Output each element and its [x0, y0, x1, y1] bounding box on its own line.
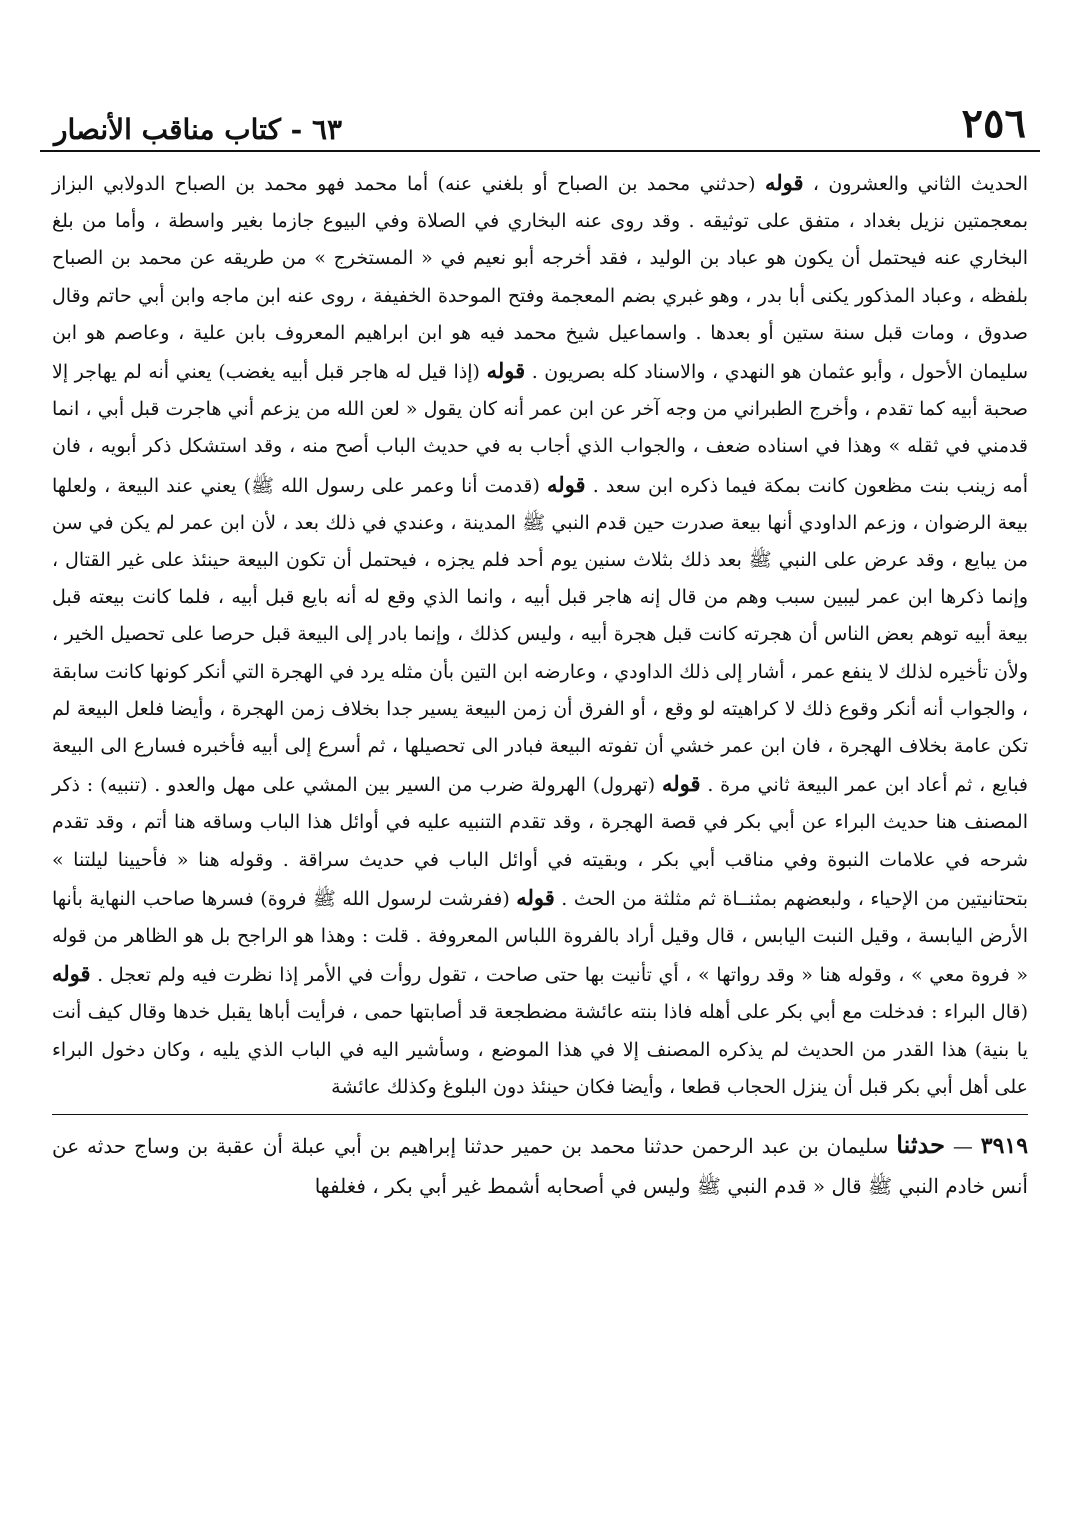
qawluhu-keyword: قوله	[764, 170, 804, 195]
page-header	[40, 80, 1040, 152]
commentary-paragraph	[52, 164, 1028, 1106]
commentary-text: (قال البراء : فدخلت مع أبي بكر على أهله فاذا بنته عائشة مضطجعة قد أصابتها حمى ، فرأيت أباها يقبل خدها وقال كيف أنت يا بنية) هذا القدر من الحديث لم يذكره المصنف إلا في هذا الموضع ، وسأشير اليه في الباب الذي يليه ، وكان دخول البراء على أهل أبي بكر قبل أن ينزل الحجاب قطعا ، وأيضا فكان حينئذ دون البلوغ وكذلك عائشة	[52, 1001, 1028, 1098]
qawluhu-keyword: قوله	[516, 884, 555, 910]
qawluhu-keyword: قوله	[486, 358, 526, 384]
hadith-number: ٣٩١٩	[980, 1133, 1029, 1160]
commentary-text: الحديث الثاني والعشرون ،	[812, 173, 1028, 195]
commentary-text: (تهرول) الهرولة ضرب من السير بين المشي على مهل والعدو . (تنبيه) : ذكر المصنف هنا حديث البراء عن أبي بكر في قصة الهجرة ، وقد تقدم التنبيه عليه في أوائل هذا الباب وساقه هنا أتم ، وقد تقدم شرحه في علامات النبوة وفي مناقب أبي بكر ، وبقيته في أوائل الباب في حديث سراقة . وقوله هنا « فأحيينا ليلتنا » بتحتانيتين من الإحياء ، ولبعضهم بمثنــاة ثم مثلثة من الحث .	[52, 774, 1028, 910]
hadith-heading: حدثنا	[896, 1130, 945, 1160]
dash: —	[952, 1134, 973, 1159]
hadith-text: سليمان بن عبد الرحمن حدثنا محمد بن حمير حدثنا إبراهيم بن أبي عبلة أن عقبة بن وساج حدثه عن أنس خادم النبي ﷺ قال « قدم النبي ﷺ وليس في أصحابه أشمط غير أبي بكر ، فغلفها	[52, 1134, 1028, 1199]
commentary-text: (قدمت أنا وعمر على رسول الله ﷺ) يعني عند البيعة ، ولعلها بيعة الرضوان ، وزعم الداودي أنها بيعة صدرت حين قدم النبي ﷺ المدينة ، وعندي في ذلك بعد ، لأن ابن عمر لم يكن في سن من يبايع ، وقد عرض على النبي ﷺ بعد ذلك بثلاث سنين يوم أحد فلم يجزه ، فيحتمل أن تكون البيعة حينئذ على غير القتال ، وإنما ذكرها ابن عمر ليبين سبب وهم من قال إنه هاجر قبل أبيه ، وانما الذي وقع له أنه بايع قبل أبيه ، فلما كانت بيعته قبل بيعة أبيه توهم بعض الناس أن هجرته كانت قبل هجرة أبيه ، وليس كذلك ، وإنما بادر إلى البيعة قبل حرصا على تحصيل الخير ، ولأن تأخيره لذلك لا ينفع عمر ، أشار إلى ذلك الداودي ، وعارضه ابن التين بأن مثله يرد في الهجرة التي أنكر كونها كانت سابقة ، والجواب أنه أنكر وقوع ذلك لا كراهيته لو وقع ، أو الفرق أن زمن البيعة يسير جدا بخلاف زمن الهجرة ، وأيضا فلعل البيعة لم تكن عامة بخلاف الهجرة ، فان ابن عمر خشي أن تفوته البيعة فبادر الى تحصيلها ، ثم أسرع إلى أبيه فأخبره فسارع الى البيعة فبايع ، ثم أعاد ابن عمر البيعة ثاني مرة .	[52, 474, 1029, 797]
hadith-paragraph	[52, 1125, 1028, 1206]
running-title: ٦٣ - كتاب مناقب الأنصار	[54, 113, 343, 146]
hadith-block	[40, 1125, 1040, 1206]
commentary-text: (حدثني محمد بن الصباح أو بلغني عنه) أما محمد فهو محمد بن الصباح الدولابي البزاز بمعجمتين نزيل بغداد ، متفق على توثيقه . وقد روى عنه البخاري في الصلاة وفي البيوع جازما بغير واسطة ، وأما من بلغ البخاري عنه فيحتمل أن يكون هو عباد بن الوليد ، فقد أخرجه أبو نعيم في « المستخرج » من طريقه عن محمد بن الصباح بلفظه ، وعباد المذكور يكنى أبا بدر ، وهو غبري بضم المعجمة وفتح الموحدة الخفيفة ، روى عنه ابن ماجه وابن أبي حاتم وقال صدوق ، ومات قبل سنة ستين أو بعدها . واسماعيل شيخ محمد فيه هو ابن ابراهيم المعروف بابن علية ، وعاصم هو ابن سليمان الأحول ، وأبو عثمان هو النهدي ، والاسناد كله بصريون .	[52, 173, 1028, 384]
commentary-body	[40, 164, 1040, 1106]
commentary-text: (ففرشت لرسول الله ﷺ فروة) فسرها صاحب النهاية بأنها الأرض اليابسة ، وقيل النبت اليابس ، قال وقيل أراد بالفروة اللباس المعروفة . قلت : وهذا هو الراجح بل هو الظاهر من قوله « فروة معي » ، وقوله هنا « وقد رواتها » ، أي تأنيت بها حتى صاحت ، تقول روأت في الأمر إذا نظرت فيه ولم تعجل .	[52, 887, 1028, 987]
qawluhu-keyword: قوله	[52, 961, 91, 987]
commentary-text: (إذا قيل له هاجر قبل أبيه يغضب) يعني أنه لم يهاجر إلا صحبة أبيه كما تقدم ، وأخرج الطبراني من وجه آخر عن ابن عمر أنه كان يقول « لعن الله من يزعم أني هاجرت قبل أبي ، انما قدمني في ثقله » وهذا في اسناده ضعف ، والجواب الذي أجاب به في حديث الباب أصح منه ، وقد استشكل ذكر أبويه ، فان أمه زينب بنت مظعون كانت بمكة فيما ذكره ابن سعد .	[52, 361, 1028, 497]
qawluhu-keyword: قوله	[547, 471, 586, 497]
book-page	[40, 80, 1040, 1520]
section-divider	[52, 1114, 1028, 1115]
qawluhu-keyword: قوله	[661, 771, 701, 797]
page-number: ٢٥٦	[961, 100, 1026, 147]
